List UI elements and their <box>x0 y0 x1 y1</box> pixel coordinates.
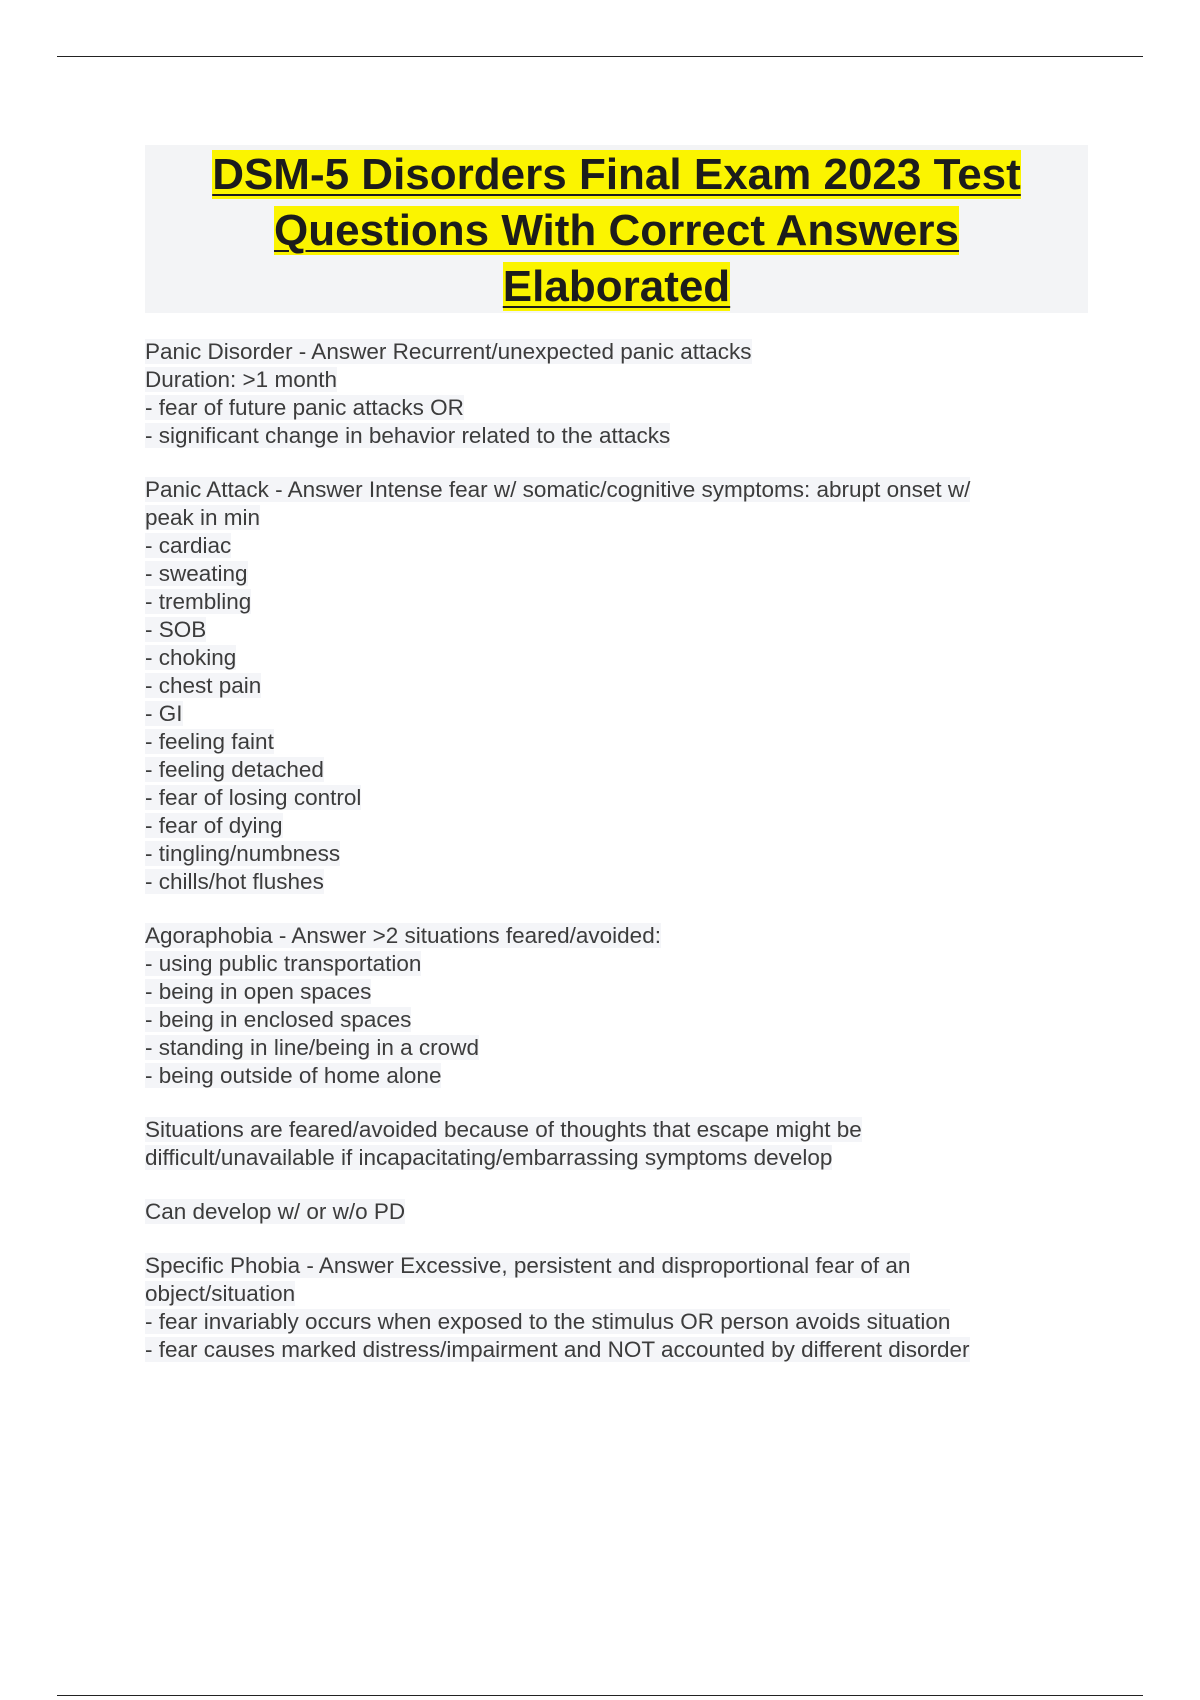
text-line <box>145 338 1065 366</box>
text-line <box>145 812 1065 840</box>
title-line: Elaborated <box>502 262 731 311</box>
document-title <box>145 145 1088 315</box>
text-line <box>145 588 1065 616</box>
text-line <box>145 1144 1065 1172</box>
text-line-content: Panic Disorder - Answer Recurrent/unexpected panic attacks <box>145 339 752 364</box>
text-line-content: - chills/hot flushes <box>145 869 324 894</box>
text-line <box>145 504 1065 532</box>
text-line-content: - being in enclosed spaces <box>145 1007 412 1032</box>
text-line-content: - feeling detached <box>145 757 324 782</box>
text-line <box>145 532 1065 560</box>
text-line-content: - choking <box>145 645 237 670</box>
qa-block <box>145 922 1065 1090</box>
text-line-content: Agoraphobia - Answer >2 situations feared/avoided: <box>145 923 661 948</box>
text-line <box>145 1062 1065 1090</box>
text-line <box>145 644 1065 672</box>
text-line-content: - fear of future panic attacks OR <box>145 395 464 420</box>
text-line <box>145 1006 1065 1034</box>
text-line-content: - trembling <box>145 589 252 614</box>
text-line-content: Can develop w/ or w/o PD <box>145 1199 406 1224</box>
text-line <box>145 1308 1065 1336</box>
text-line-content: - using public transportation <box>145 951 422 976</box>
text-line-content: - GI <box>145 701 183 726</box>
text-line <box>145 616 1065 644</box>
text-line-content: - chest pain <box>145 673 262 698</box>
text-line <box>145 1034 1065 1062</box>
text-line <box>145 1116 1065 1144</box>
text-line <box>145 700 1065 728</box>
text-line <box>145 840 1065 868</box>
text-line <box>145 728 1065 756</box>
text-line <box>145 950 1065 978</box>
bottom-rule <box>57 1695 1143 1696</box>
text-line-content: - fear of losing control <box>145 785 362 810</box>
text-line <box>145 978 1065 1006</box>
text-line <box>145 422 1065 450</box>
text-line <box>145 1280 1065 1308</box>
text-line-content: - tingling/numbness <box>145 841 341 866</box>
text-line-content: object/situation <box>145 1281 296 1306</box>
top-rule <box>57 56 1143 57</box>
qa-block <box>145 1198 1065 1226</box>
text-line-content: - being outside of home alone <box>145 1063 442 1088</box>
text-line <box>145 756 1065 784</box>
text-line-content: Specific Phobia - Answer Excessive, persistent and disproportional fear of an <box>145 1253 911 1278</box>
text-line-content: - sweating <box>145 561 248 586</box>
text-line <box>145 868 1065 896</box>
qa-block <box>145 476 1065 896</box>
text-line-content: - being in open spaces <box>145 979 372 1004</box>
title-box <box>145 145 1088 313</box>
text-line-content: Duration: >1 month <box>145 367 337 392</box>
text-line-content: - significant change in behavior related to the attacks <box>145 423 671 448</box>
text-line-content: Panic Attack - Answer Intense fear w/ somatic/cognitive symptoms: abrupt onset w/ <box>145 477 971 502</box>
text-line-content: - fear of dying <box>145 813 283 838</box>
text-line-content: Situations are feared/avoided because of thoughts that escape might be <box>145 1117 862 1142</box>
text-line <box>145 1198 1065 1226</box>
text-line <box>145 366 1065 394</box>
qa-block <box>145 338 1065 450</box>
text-line-content: - SOB <box>145 617 207 642</box>
text-line <box>145 784 1065 812</box>
text-line <box>145 1252 1065 1280</box>
text-line <box>145 476 1065 504</box>
text-line-content: - fear causes marked distress/impairment and NOT accounted by different disorder <box>145 1337 970 1362</box>
text-line-content: - standing in line/being in a crowd <box>145 1035 479 1060</box>
title-line: Questions With Correct Answers <box>274 206 959 255</box>
qa-block <box>145 1116 1065 1172</box>
document-body <box>145 338 1065 1390</box>
text-line <box>145 1336 1065 1364</box>
text-line-content: difficult/unavailable if incapacitating/embarrassing symptoms develop <box>145 1145 833 1170</box>
text-line-content: peak in min <box>145 505 261 530</box>
text-line-content: - cardiac <box>145 533 232 558</box>
text-line-content: - feeling faint <box>145 729 274 754</box>
text-line <box>145 672 1065 700</box>
title-line: DSM-5 Disorders Final Exam 2023 Test <box>212 150 1021 199</box>
text-line-content: - fear invariably occurs when exposed to the stimulus OR person avoids situation <box>145 1309 951 1334</box>
text-line <box>145 394 1065 422</box>
qa-block <box>145 1252 1065 1364</box>
text-line <box>145 560 1065 588</box>
text-line <box>145 922 1065 950</box>
